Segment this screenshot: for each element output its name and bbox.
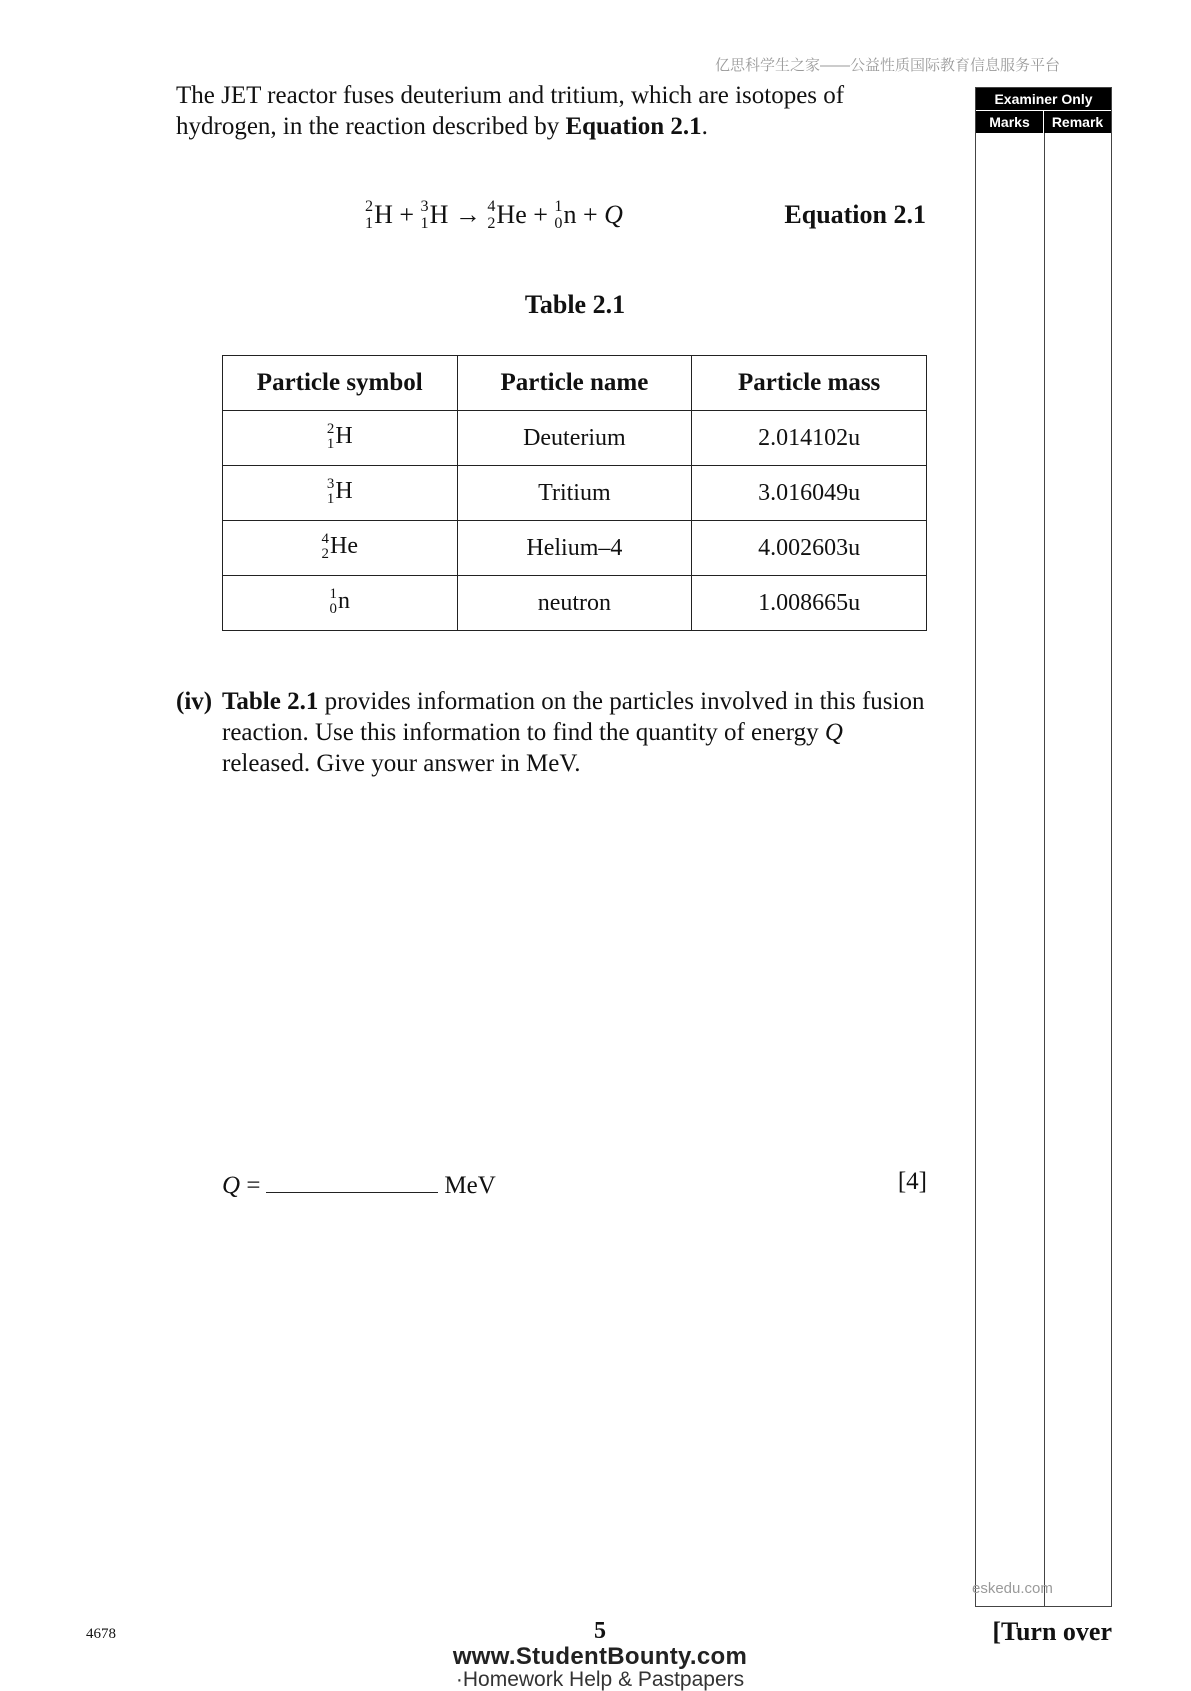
particle-symbol: [327, 477, 353, 508]
atomic-number: 2: [321, 546, 329, 563]
nuclide-numbers: [322, 532, 329, 563]
particle-table: [222, 355, 927, 631]
header-particle-mass: Particle mass: [692, 356, 927, 411]
cell-particle-mass: 2.014102u: [692, 411, 927, 466]
mass-number: 3: [420, 198, 429, 216]
equation-operator: +: [392, 200, 421, 229]
question-text-part-b: released. Give your answer in MeV.: [222, 750, 581, 777]
equation-nuclide: [365, 200, 393, 234]
equation-nuclide: [421, 200, 449, 234]
cell-particle-symbol: [223, 576, 458, 631]
equation-operator: +: [526, 200, 555, 229]
table-row: [223, 521, 927, 576]
nuclide-numbers: [554, 199, 562, 233]
remark-header: Remark: [1051, 114, 1104, 130]
cell-particle-name: Deuterium: [457, 411, 692, 466]
examiner-column: [975, 87, 1112, 1607]
element-symbol: H: [335, 423, 353, 450]
equation-operator: +: [576, 200, 605, 229]
mass-number: 4: [321, 530, 329, 547]
mass-number: 1: [329, 585, 337, 602]
watermark-header: 亿思科学生之家——公益性质国际教育信息服务平台: [714, 57, 1060, 74]
examiner-subheader: [976, 110, 1111, 133]
mass-number: 4: [487, 198, 496, 216]
particle-symbol: [330, 587, 350, 618]
question-text-part-a: provides information on the particles involved in this fusion reaction. Use this information to find the quantity of energy: [222, 688, 925, 746]
turn-over-label: [Turn over: [992, 1617, 1112, 1646]
mass-number: 2: [326, 420, 335, 437]
watermark-side: eskedu.com: [972, 1580, 1053, 1597]
header-particle-name: Particle name: [457, 356, 692, 411]
marks-header: Marks: [976, 111, 1044, 133]
element-symbol: H: [335, 478, 353, 505]
element-symbol: n: [563, 200, 577, 229]
cell-particle-name: Helium–4: [457, 521, 692, 576]
studentbounty-logo: [440, 1645, 760, 1691]
intro-period: .: [701, 113, 708, 140]
logo-url: www.StudentBounty.com: [452, 1643, 748, 1670]
q-symbol: Q: [824, 719, 843, 746]
question-iv: [176, 686, 936, 779]
cell-particle-name: neutron: [457, 576, 692, 631]
intro-text: The JET reactor fuses deuterium and tritium, which are isotopes of hydrogen, in the reaction described by: [176, 82, 845, 140]
atomic-number: 1: [326, 491, 335, 508]
nuclide-numbers: [327, 422, 334, 453]
intro-paragraph: [176, 80, 896, 142]
marks-allocation: [4]: [897, 1168, 927, 1195]
question-text: [222, 686, 936, 779]
paper-code: 4678: [86, 1626, 116, 1642]
nuclide-numbers: [487, 199, 495, 233]
nuclide-numbers: [327, 477, 334, 508]
examiner-only-header: Examiner Only: [976, 88, 1111, 110]
atomic-number: 1: [326, 436, 335, 453]
logo-tagline: ·Homework Help & Pastpapers: [455, 1668, 745, 1691]
mass-number: 1: [554, 198, 563, 216]
page-number: 5: [594, 1618, 606, 1644]
answer-blank[interactable]: [266, 1168, 438, 1193]
equation-q-symbol: Q: [604, 200, 623, 229]
answer-line: [222, 1168, 496, 1200]
equation-reference: Equation 2.1: [565, 113, 702, 140]
cell-particle-mass: 4.002603u: [692, 521, 927, 576]
cell-particle-mass: 1.008665u: [692, 576, 927, 631]
equation-nuclide: [554, 200, 576, 234]
table-title: Table 2.1: [524, 290, 626, 319]
answer-unit: MeV: [444, 1172, 496, 1199]
element-symbol: He: [496, 200, 527, 229]
element-symbol: H: [374, 200, 393, 229]
table-row: [223, 576, 927, 631]
nuclide-numbers: [365, 199, 373, 233]
cell-particle-name: Tritium: [457, 466, 692, 521]
question-number: (iv): [176, 688, 213, 715]
cell-particle-symbol: [223, 521, 458, 576]
cell-particle-symbol: [223, 411, 458, 466]
fusion-equation: [365, 200, 623, 234]
cell-particle-symbol: [223, 466, 458, 521]
table-reference: Table 2.1: [222, 688, 319, 715]
table-row: [223, 411, 927, 466]
mass-number: 3: [326, 475, 335, 492]
atomic-number: 0: [329, 601, 337, 618]
equation-label: Equation 2.1: [784, 200, 926, 229]
particle-symbol: [327, 422, 353, 453]
cell-particle-mass: 3.016049u: [692, 466, 927, 521]
element-symbol: n: [337, 588, 350, 615]
examiner-column-divider: [1044, 133, 1045, 1606]
table-row: [223, 466, 927, 521]
atomic-number: 0: [554, 215, 563, 233]
particle-symbol: [322, 532, 358, 563]
table-header-row: [223, 356, 927, 411]
element-symbol: He: [329, 533, 358, 560]
atomic-number: 1: [365, 215, 374, 233]
atomic-number: 2: [487, 215, 496, 233]
header-particle-symbol: Particle symbol: [223, 356, 458, 411]
equation-operator: →: [448, 200, 488, 229]
element-symbol: H: [429, 200, 449, 229]
nuclide-numbers: [330, 587, 337, 618]
mass-number: 2: [365, 198, 374, 216]
atomic-number: 1: [420, 215, 429, 233]
answer-q-symbol: Q: [222, 1172, 241, 1199]
equation-nuclide: [487, 200, 526, 234]
nuclide-numbers: [421, 199, 429, 233]
answer-equals: =: [246, 1172, 261, 1199]
